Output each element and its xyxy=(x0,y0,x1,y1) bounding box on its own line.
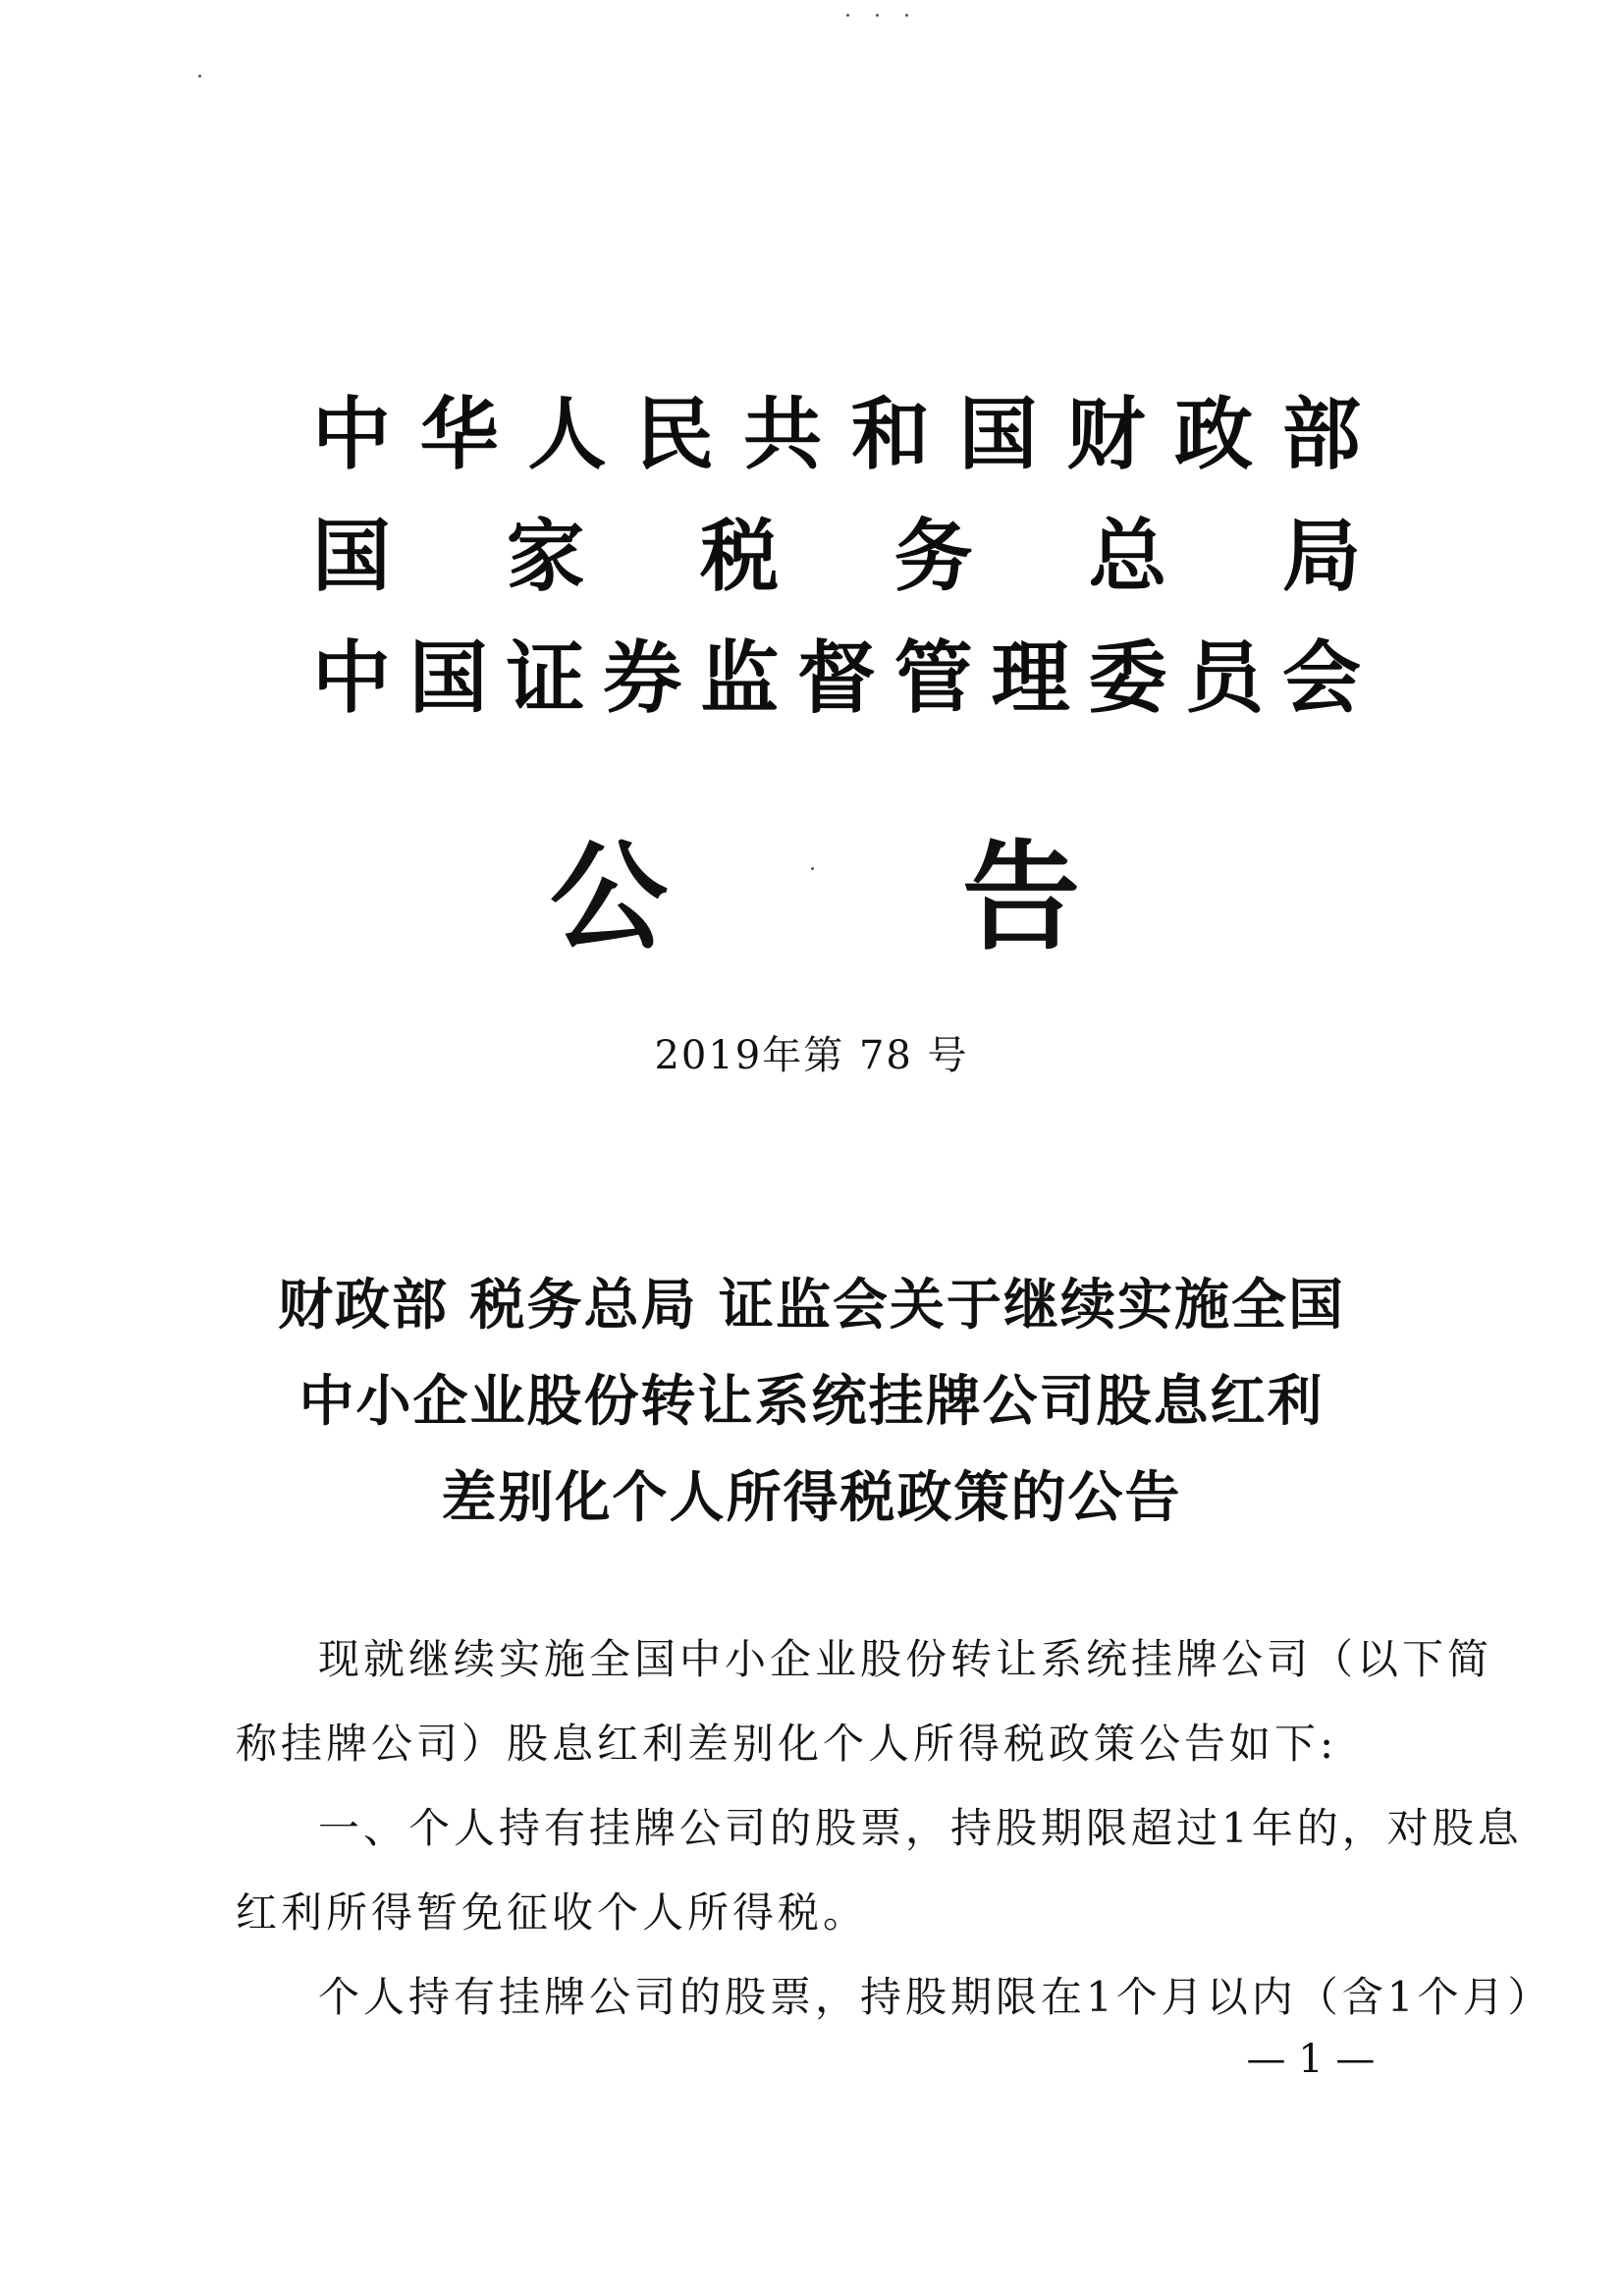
issuer-char: 务 xyxy=(893,511,973,602)
body-line: 个人持有挂牌公司的股票，持股期限在1个月以内（含1个月） xyxy=(318,1973,1553,2021)
issuer-char: 理 xyxy=(991,632,1070,724)
issuer-char: 中 xyxy=(312,632,391,724)
scan-speck xyxy=(198,75,201,78)
issuer-char: 部 xyxy=(1281,389,1361,480)
issuer-char: 政 xyxy=(1174,389,1254,480)
issuer-char: 人 xyxy=(527,389,607,480)
scan-speck xyxy=(876,14,879,17)
issuer-char: 家 xyxy=(506,511,585,602)
issuer-char: 员 xyxy=(1185,632,1265,724)
issuer-char: 华 xyxy=(419,389,499,480)
page-number: — 1 — xyxy=(1246,2037,1376,2082)
issuer-char: 国 xyxy=(958,389,1038,480)
issuer-line-ministry-of-finance xyxy=(312,381,1361,489)
issuer-char: 中 xyxy=(312,389,391,480)
issuer-char: 国 xyxy=(312,511,391,602)
issuer-char: 税 xyxy=(700,511,780,602)
title-line-2: 中小企业股份转让系统挂牌公司股息红利 xyxy=(298,1370,1325,1434)
issuer-char: 总 xyxy=(1088,511,1167,602)
issuer-char: 财 xyxy=(1066,389,1146,480)
body-line: 现就继续实施全国中小企业股份转让系统挂牌公司（以下简 xyxy=(318,1635,1493,1683)
announcement-char: 告 xyxy=(962,830,1080,966)
announcement-char: 公 xyxy=(550,830,668,966)
announcement-heading xyxy=(550,825,1080,972)
issuer-line-securities-commission xyxy=(312,625,1361,733)
body-line: 一、个人持有挂牌公司的股票，持股期限超过1年的，对股息 xyxy=(318,1804,1523,1852)
body-line: 称挂牌公司）股息红利差别化个人所得税政策公告如下: xyxy=(236,1720,1338,1768)
issuer-char: 督 xyxy=(796,632,876,724)
title-line-3: 差别化个人所得税政策的公告 xyxy=(441,1466,1182,1530)
issuer-char: 券 xyxy=(603,632,682,724)
title-line-1: 财政部 税务总局 证监会关于继续实施全国 xyxy=(278,1274,1345,1338)
issuer-char: 民 xyxy=(635,389,715,480)
issuer-char: 监 xyxy=(700,632,780,724)
issuer-char: 和 xyxy=(850,389,930,480)
issuer-char: 证 xyxy=(506,632,585,724)
issuer-line-taxation-administration xyxy=(312,503,1361,611)
scan-speck xyxy=(846,14,849,17)
document-number: 2019年第 78 号 xyxy=(654,1033,969,1078)
scan-speck xyxy=(905,14,908,17)
issuer-char: 局 xyxy=(1281,511,1361,602)
issuer-char: 共 xyxy=(743,389,823,480)
issuer-char: 管 xyxy=(893,632,973,724)
body-line: 红利所得暂免征收个人所得税。 xyxy=(236,1888,869,1937)
issuer-char: 会 xyxy=(1281,632,1361,724)
issuer-char: 国 xyxy=(408,632,488,724)
issuer-char: 委 xyxy=(1088,632,1167,724)
